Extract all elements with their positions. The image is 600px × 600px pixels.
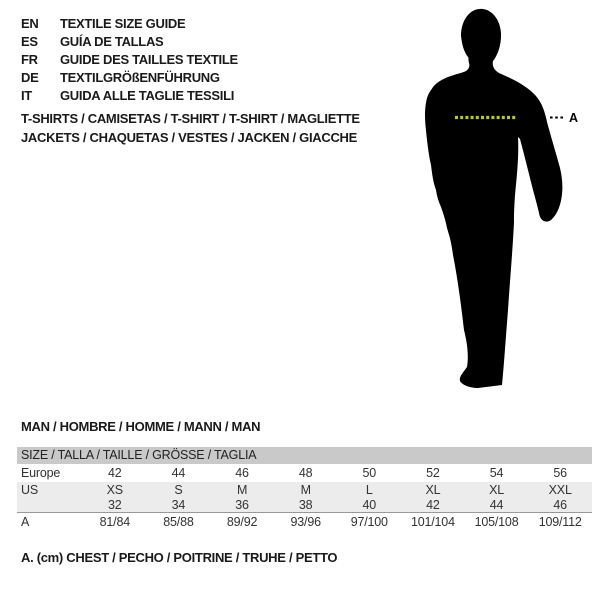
language-label: GUÍA DE TALLAS (60, 34, 164, 49)
table-cell: 46 (553, 497, 567, 512)
table-cell: 54 (489, 466, 504, 480)
category-tshirts: T-SHIRTS / CAMISETAS / T-SHIRT / T-SHIRT / MAGLIETTE (21, 111, 360, 126)
language-row-it (21, 87, 238, 105)
language-list (21, 15, 238, 105)
garment-categories (21, 110, 360, 147)
table-cell: 85/88 (163, 514, 194, 529)
table-cell: 89/92 (226, 514, 258, 529)
language-row-es (21, 33, 238, 51)
row-label: US (21, 482, 38, 497)
language-label: TEXTILGRÖßENFÜHRUNG (60, 70, 220, 85)
us-size-band (17, 482, 592, 512)
measurement-footnote: A. (cm) CHEST / PECHO / POITRINE / TRUHE / PETTO (21, 550, 338, 565)
table-cell: 36 (235, 497, 249, 512)
man-silhouette-figure (410, 0, 600, 400)
size-table (17, 447, 592, 530)
table-cell: 42 (108, 466, 122, 480)
language-row-en (21, 15, 238, 33)
size-table-header: SIZE / TALLA / TAILLE / GRÖSSE / TAGLIA (17, 447, 592, 464)
table-row-europe (17, 464, 592, 482)
table-cell: 34 (171, 497, 186, 512)
table-cell: XS (106, 482, 123, 497)
table-cell: XL (425, 482, 441, 497)
table-cell: 52 (426, 466, 440, 480)
language-code: EN (21, 16, 39, 31)
table-row-us-numeric (17, 497, 592, 512)
table-cell: M (236, 482, 248, 497)
table-cell: XL (489, 482, 504, 497)
table-row-us (17, 482, 592, 497)
language-label: GUIDA ALLE TAGLIE TESSILI (60, 88, 235, 103)
table-cell: 93/96 (290, 514, 321, 529)
section-title-man: MAN / HOMBRE / HOMME / MANN / MAN (21, 419, 261, 434)
language-row-fr (21, 51, 238, 69)
language-code: FR (21, 52, 38, 67)
language-code: ES (21, 34, 38, 49)
table-cell: XXL (548, 482, 572, 497)
table-cell: S (174, 482, 183, 497)
table-row-chest-a (17, 512, 592, 530)
table-cell: 38 (298, 497, 313, 512)
table-cell: 46 (235, 466, 249, 480)
row-label: Europe (21, 466, 61, 480)
table-cell: 97/100 (350, 514, 388, 529)
language-row-de (21, 69, 238, 87)
man-silhouette (425, 9, 562, 388)
table-cell: L (365, 482, 373, 497)
table-cell: 81/84 (99, 514, 130, 529)
language-label: TEXTILE SIZE GUIDE (60, 16, 186, 31)
table-cell: 42 (426, 497, 440, 512)
table-cell: 56 (553, 466, 567, 480)
language-code: IT (21, 88, 32, 103)
table-cell: 40 (362, 497, 377, 512)
language-code: DE (21, 70, 39, 85)
row-label: A (21, 514, 30, 529)
table-cell: 44 (171, 466, 186, 480)
table-cell: 44 (489, 497, 504, 512)
measure-a-label: A (569, 111, 579, 125)
table-cell: 50 (362, 466, 377, 480)
table-cell: M (300, 482, 311, 497)
language-label: GUIDE DES TAILLES TEXTILE (60, 52, 238, 67)
table-cell: 32 (108, 497, 122, 512)
table-cell: 101/104 (411, 514, 455, 529)
table-cell: 48 (298, 466, 313, 480)
category-jackets: JACKETS / CHAQUETAS / VESTES / JACKEN / GIACCHE (21, 129, 357, 145)
table-cell: 105/108 (474, 514, 519, 529)
table-cell: 109/112 (538, 514, 582, 529)
